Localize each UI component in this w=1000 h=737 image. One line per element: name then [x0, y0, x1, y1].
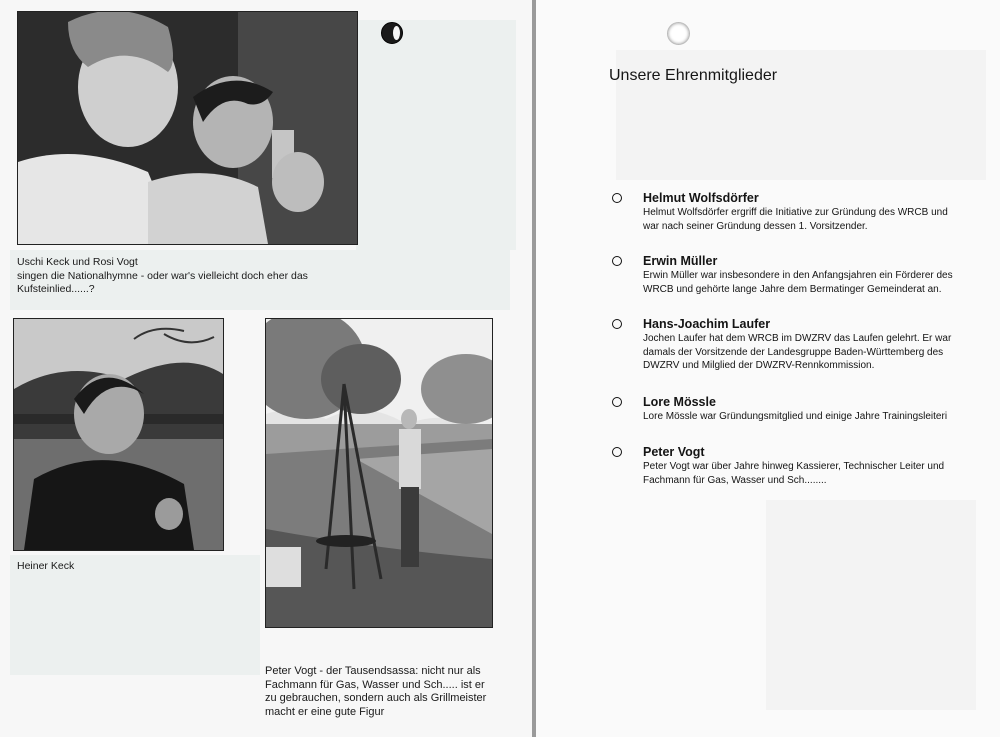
caption-line: macht er eine gute Figur — [265, 705, 385, 718]
bleed-through-shade — [766, 500, 976, 710]
member-name: Hans-Joachim Laufer — [643, 317, 771, 331]
photo-two-women-singing — [18, 12, 357, 244]
member-name: Lore Mössle — [643, 395, 716, 409]
bleed-through-shade — [356, 20, 516, 250]
caption-line: singen die Nationalhymne - oder war's vielleicht doch eher das — [17, 269, 308, 282]
caption-line: Uschi Keck und Rosi Vogt — [17, 256, 138, 268]
list-item — [612, 253, 972, 316]
caption-photo-peter-vogt — [265, 665, 501, 719]
photo-peter-vogt-grill — [265, 318, 493, 628]
description-line: DWZRV und Milglied der DWZRV-Rennkommission. — [643, 360, 875, 371]
description-line: Helmut Wolfsdörfer ergriff die Initiative zur Gründung des WRCB und — [643, 207, 948, 218]
honorary-members-list — [612, 190, 972, 494]
punch-hole-icon — [381, 22, 403, 44]
caption-photo-uschi-rosi — [17, 256, 347, 297]
list-item — [612, 190, 972, 253]
circle-bullet-icon — [612, 397, 622, 407]
description-line: Jochen Laufer hat dem WRCB im DWZRV das Laufen gelehrt. Er war — [643, 333, 952, 344]
member-name: Erwin Müller — [643, 254, 718, 268]
member-description — [643, 332, 972, 373]
photo-uschi-rosi — [17, 11, 358, 245]
list-item — [612, 444, 972, 494]
caption-line: Kufsteinlied......? — [17, 283, 95, 295]
photo-heiner-keck — [13, 318, 224, 551]
photo-man-with-grill-tripod — [266, 319, 492, 627]
description-line: Erwin Müller war insbesondere in den Anfangsjahren ein Förderer des — [643, 270, 953, 281]
caption-line: Fachmann für Gas, Wasser und Sch..... ist er — [265, 678, 485, 691]
description-line: damals der Vorsitzende der Landesgruppe Baden-Württemberg des — [643, 346, 944, 358]
member-name: Helmut Wolfsdörfer — [643, 191, 759, 205]
description-line: Lore Mössle war Gründungsmitglied und einige Jahre Trainingsleiteri — [643, 411, 948, 422]
description-line: Fachmann für Gas, Wasser und Sch........ — [643, 474, 827, 486]
description-line: war nach seiner Gründung dessen 1. Vorsitzender. — [643, 220, 868, 232]
circle-bullet-icon — [612, 319, 622, 329]
caption-line: zu gebrauchen, sondern auch als Grillmeister — [265, 692, 487, 704]
caption-line: Peter Vogt - der Tausendsassa: nicht nur als — [265, 665, 481, 677]
circle-bullet-icon — [612, 256, 622, 266]
list-item — [612, 394, 972, 444]
member-name: Peter Vogt — [643, 445, 705, 459]
caption-photo-heiner-keck: Heiner Keck — [17, 560, 75, 572]
member-description — [643, 410, 972, 424]
page-title: Unsere Ehrenmitglieder — [609, 67, 778, 84]
member-description — [643, 206, 972, 233]
description-line: WRCB und gehörte lange Jahre dem Bermatinger Gemeinderat an. — [643, 283, 942, 295]
description-line: Peter Vogt war über Jahre hinweg Kassierer, Technischer Leiter und — [643, 461, 945, 472]
circle-bullet-icon — [612, 447, 622, 457]
photo-man-portrait — [14, 319, 223, 550]
member-description — [643, 269, 972, 296]
punch-hole-icon — [667, 22, 690, 45]
circle-bullet-icon — [612, 193, 622, 203]
member-description — [643, 460, 972, 487]
list-item — [612, 316, 972, 394]
